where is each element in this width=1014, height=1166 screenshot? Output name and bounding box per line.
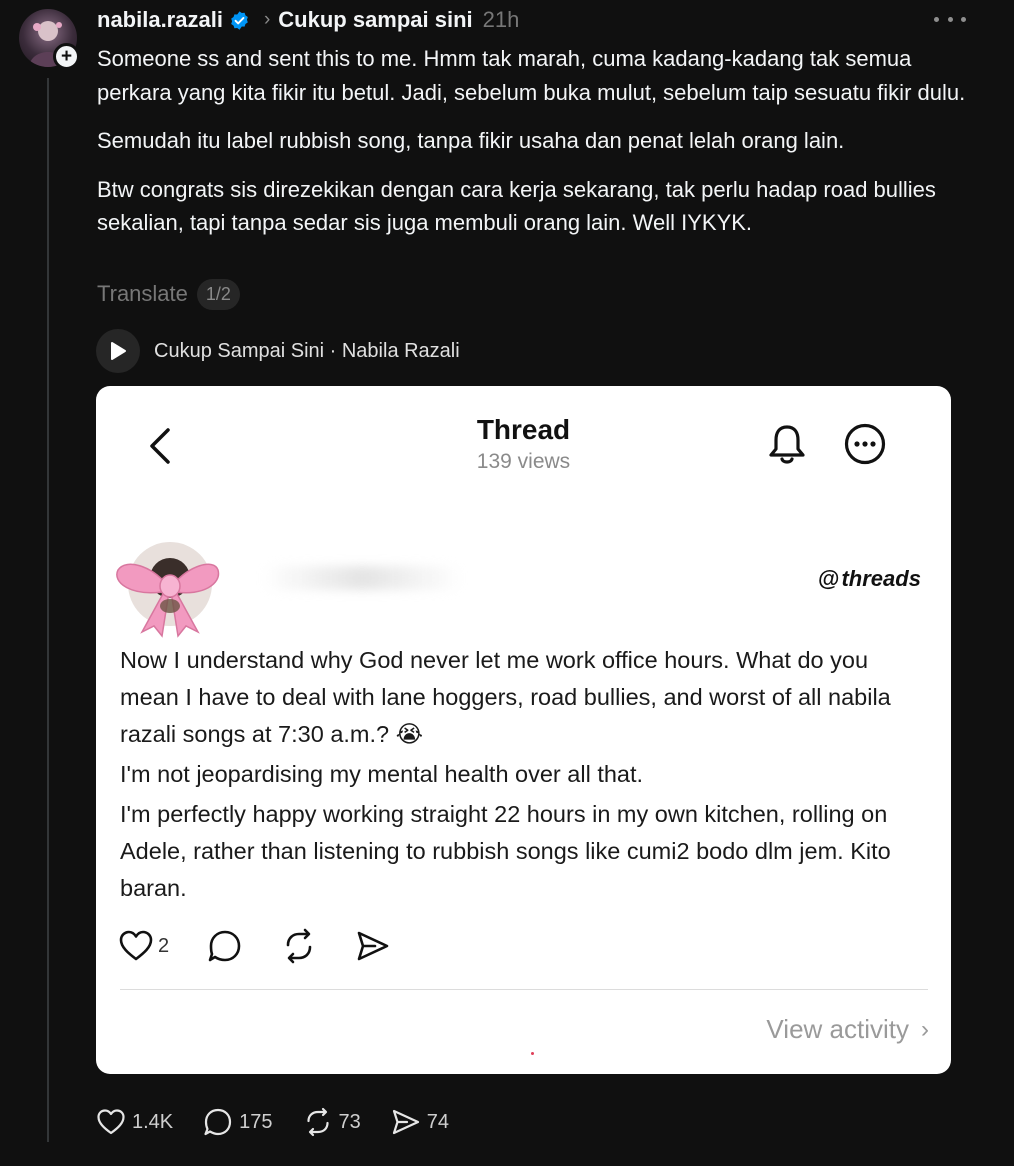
- share-button[interactable]: [391, 1107, 449, 1137]
- heart-icon: [118, 928, 154, 964]
- indicator-dot: [531, 1052, 534, 1055]
- verified-icon: [229, 10, 250, 31]
- like-button[interactable]: [96, 1107, 173, 1137]
- share-icon: [355, 928, 391, 964]
- music-attachment[interactable]: [96, 329, 460, 373]
- post-header: [97, 4, 519, 36]
- heart-icon: [96, 1107, 126, 1137]
- reply-count: 175: [239, 1110, 273, 1133]
- share-icon: [391, 1107, 421, 1137]
- threads-brand-text: threads: [841, 566, 921, 591]
- page-indicator[interactable]: 1/2: [197, 279, 240, 310]
- screenshot-views: 139 views: [476, 450, 571, 473]
- inner-avatar-bow: [112, 536, 220, 642]
- thread-topic-link[interactable]: Cukup sampai sini: [278, 7, 473, 32]
- share-count: 74: [426, 1110, 450, 1133]
- translate-row: [97, 276, 240, 312]
- like-count: 1.4K: [132, 1110, 174, 1133]
- avatar-container[interactable]: [19, 9, 77, 67]
- thread-line: [47, 78, 49, 1142]
- post-actions: [96, 1104, 479, 1140]
- screenshot-paragraph: I'm perfectly happy working straight 22 hours in my own kitchen, rolling on Adele, rather than listening to rubbish songs like cumi2 bodo dlm jem. Kito baran.: [120, 801, 891, 901]
- repost-count: 73: [338, 1110, 361, 1133]
- screenshot-paragraph: Now I understand why God never let me work office hours. What do you mean I have to deal with lane hoggers, road bullies, and worst of all nabila razali songs at 7:30 a.m.? 😭: [120, 647, 891, 747]
- post-paragraph: Btw congrats sis direzekikan dengan cara kerja sekarang, tak perlu hadap road bullies sekalian, tapi tanpa sedar sis juga membuli orang lain. Well IYKYK.: [97, 176, 936, 235]
- screenshot-post-text: [120, 642, 930, 910]
- chevron-right-icon: ›: [921, 1015, 929, 1043]
- translate-button[interactable]: Translate: [97, 281, 188, 306]
- embedded-screenshot[interactable]: [96, 386, 951, 1074]
- screenshot-actions: [118, 926, 429, 966]
- screenshot-like: [118, 928, 169, 964]
- post-body: [97, 42, 967, 255]
- more-icon[interactable]: [934, 12, 966, 26]
- play-icon[interactable]: [96, 329, 140, 373]
- screenshot-paragraph: I'm not jeopardising my mental health over all that.: [120, 761, 644, 787]
- timestamp: 21h: [482, 7, 520, 32]
- view-activity-label: View activity: [766, 1014, 909, 1044]
- music-label[interactable]: Cukup Sampai Sini · Nabila Razali: [154, 339, 460, 362]
- screenshot-like-count: 2: [158, 934, 170, 957]
- comment-icon: [203, 1107, 233, 1137]
- more-circle-icon: [844, 423, 886, 465]
- comment-icon: [207, 928, 243, 964]
- post-paragraph: Semudah itu label rubbish song, tanpa fikir usaha dan penat lelah orang lain.: [97, 128, 845, 153]
- follow-plus-icon[interactable]: +: [53, 43, 80, 70]
- repost-button[interactable]: [303, 1107, 361, 1137]
- threads-logo-icon: @ threads: [818, 566, 921, 591]
- chevron-right-icon: ›: [263, 9, 271, 30]
- repost-icon: [281, 928, 317, 964]
- reply-button[interactable]: [203, 1107, 272, 1137]
- post-paragraph: Someone ss and sent this to me. Hmm tak marah, cuma kadang-kadang tak semua perkara yang kita fikir itu betul. Jadi, sebelum buka mulut, sebelum taip sesuatu fikir dulu.: [97, 46, 966, 105]
- screenshot-title: Thread: [476, 414, 571, 445]
- bell-icon: [766, 422, 808, 466]
- view-activity-link: [766, 1014, 929, 1045]
- username-link[interactable]: nabila.razali: [97, 7, 223, 32]
- blurred-username: [262, 566, 462, 590]
- repost-icon: [303, 1107, 333, 1137]
- divider: [120, 989, 928, 990]
